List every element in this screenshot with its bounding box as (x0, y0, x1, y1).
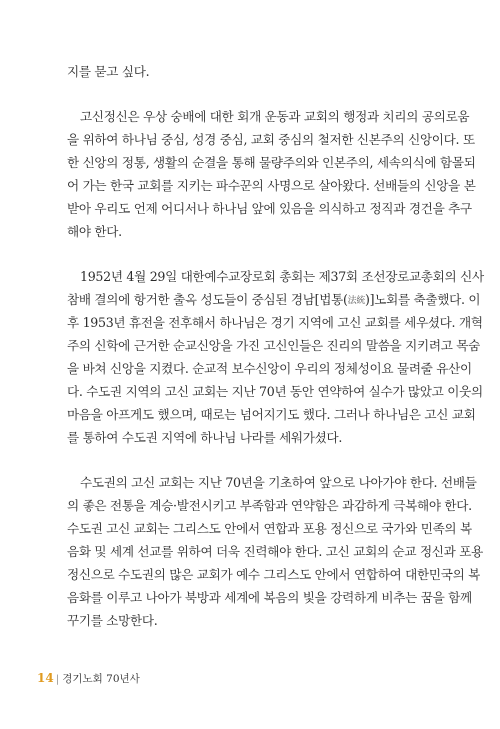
body-text-line: 수도권 고신 교회는 그리스도 안에서 연합과 포용 정신으로 국가와 민족의 복 (67, 521, 472, 536)
body-text-line: 고신정신은 우상 숭배에 대한 회개 운동과 교회의 행정과 치리의 공의로움 (80, 109, 470, 124)
page-footer (37, 671, 140, 686)
body-text-segment: 참배 결의에 항거한 출옥 성도들이 중심된 경남[법통( (67, 292, 348, 307)
body-text-line: 후 1953년 휴전을 전후해서 하나님은 경기 지역에 고신 교회를 세우셨다. 개혁 (67, 315, 483, 330)
book-title: 경기노회 70년사 (62, 673, 140, 685)
body-text-line: 1952년 4월 29일 대한예수교장로회 총회는 제37회 조선장로교총회의 신사 (80, 269, 484, 284)
body-text-line: 을 바쳐 신앙을 지켰다. 순교적 보수신앙이 우리의 정체성이요 물려줄 유산이 (67, 361, 472, 376)
page-number: 14 (37, 671, 54, 685)
body-text-line: 수도권의 고신 교회는 지난 70년을 기초하여 앞으로 나아가야 한다. 선배들 (80, 475, 477, 490)
body-text-line: 어 가는 한국 교회를 지키는 파수꾼의 사명으로 살아왔다. 선배들의 신앙을 본 (67, 178, 476, 193)
body-text-line: 한 신앙의 정통, 생활의 순결을 통해 물량주의와 인본주의, 세속의식에 함몰되 (67, 155, 476, 170)
body-text-line-with-hanja (67, 292, 481, 309)
body-text-line: 음화 및 세계 선교를 위하여 더욱 진력해야 한다. 고신 교회의 순교 정신과 포용 (67, 544, 483, 559)
footer-separator: | (55, 673, 60, 685)
body-text-line: 지를 묻고 싶다. (67, 64, 150, 79)
body-text-line: 받아 우리도 언제 어디서나 하나님 앞에 있음을 의식하고 정직과 경건을 추구 (67, 201, 472, 216)
body-text-line: 다. 수도권 지역의 고신 교회는 지난 70년 동안 연약하여 실수가 많았고 이웃의 (67, 384, 483, 399)
body-text-line: 해야 한다. (67, 224, 122, 239)
body-text-line: 을 위하여 하나님 중심, 성경 중심, 교회 중심의 철저한 신본주의 신앙이다. 또 (67, 132, 475, 147)
body-text-line: 주의 신학에 근거한 순교신앙을 가진 고신인들은 진리의 말씀을 지키려고 목숨 (67, 338, 481, 353)
body-text-segment: )]노회를 축출했다. 이 (365, 292, 481, 307)
hanja-annotation: 法統 (347, 296, 366, 306)
body-text-line: 마음을 아프게도 했으며, 때로는 넘어지기도 했다. 그러나 하나님은 고신 교회 (67, 407, 476, 422)
body-text-line: 꾸기를 소망한다. (67, 613, 158, 628)
body-text-line: 의 좋은 전통을 계승·발전시키고 부족함과 연약함은 과감하게 극복해야 한다. (67, 498, 472, 513)
body-text-line: 를 통하여 수도권 지역에 하나님 나라를 세워가셨다. (67, 430, 343, 445)
body-text-line: 정신으로 수도권의 많은 교회가 예수 그리스도 안에서 연합하여 대한민국의 복 (67, 567, 481, 582)
body-text-line: 음화를 이루고 나아가 북방과 세계에 복음의 빛을 강력하게 비추는 꿈을 함께 (67, 590, 472, 605)
